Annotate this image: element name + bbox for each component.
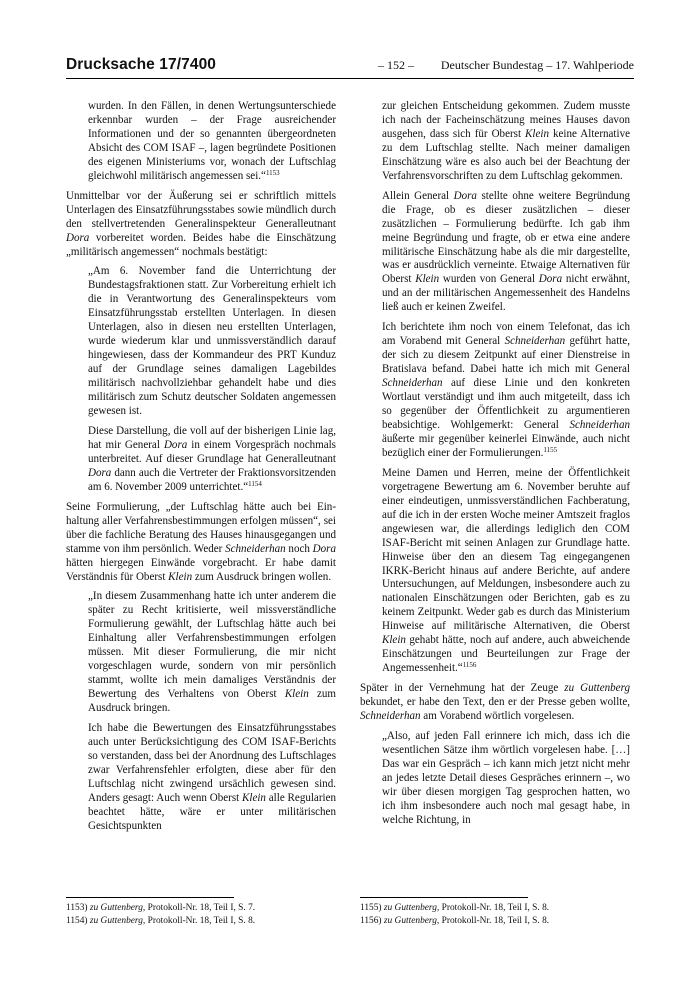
footnote: 1154) zu Guttenberg, Protokoll-Nr. 18, Teil I, S. 8. (66, 915, 256, 926)
page-header (66, 56, 634, 79)
footnotes-right (360, 902, 630, 927)
body-paragraph: Unmittelbar vor der Äußerung sei er schriftlich mittels Unterlagen des Einsatzführungsstabes sowie mündlich durch den stellvertretenden Generalinspekteur Generalleutnant Dora vorbereitet worden. Beides habe die Einschätzung „militärisch angemessen“ nochmals bestätigt: (66, 189, 336, 258)
quote-paragraph: Ich habe die Bewertungen des Einsatzführungsstabes auch unter Berücksichtigung des COM ISAF-Berichts so verstanden, dass bei der Anordnung des Luftschlages zwar Verfahrensfehler erfolgten, diese aber für den Luftschlag nicht zwingend ursächlich gewesen sind. Anders gesagt: Auch wenn Oberst Klein alle Regularien beachtet hätte, wäre er unter militärischen Gesichtspunkten (88, 722, 337, 832)
footnote: 1156) zu Guttenberg, Protokoll-Nr. 18, Teil I, S. 8. (360, 915, 550, 926)
footnote-divider-right (360, 897, 528, 898)
body-paragraph: Seine Formulierung, „der Luftschlag hätte auch bei Einhaltung aller Verfahrensbestimmungen erfolgen müssen“, sei über die fachliche Beratung des Hauses hinausgegangen und stamme von ihm persönlich. Weder Schneiderhan noch Dora hätten hiergegen Einwände vorgebracht. Er habe damit Verständnis für Oberst Klein zum Ausdruck bringen wollen. (66, 500, 336, 583)
footnotes-left (66, 902, 336, 927)
quote-paragraph: „Am 6. November fand die Unterrichtung der Bundestagsfraktionen statt. Zur Vorbereitung erhielt ich die in Verantwortung des Generalinspekteurs vom Einsatzführungsstab erstellten Unterlagen. In diesen Unterlagen, also in diesen neu erstellten Unterlagen, wurde wiederum klar und unmissverständlich darauf hingewiesen, dass der Kommandeur des PRT Kunduz auf der Grundlage seines damaligen Lagebildes militärisch nachvollziehbar gehandelt habe und dies militärisch zum Schutz deutscher Soldaten angemessen gewesen ist. (88, 265, 336, 418)
quote-paragraph: Ich berichtete ihm noch von einem Telefonat, das ich am Vorabend mit General Schneiderhan geführt hatte, der sich zu diesem Zeitpunkt auf einer Dienstreise in Bratislava befand. Dabei hatte ich mich mit General Schneiderhan auf diese Linie und den konkreten Wortlaut verständigt und ihm auch mitgeteilt, dass ich so gegenüber der Öffentlichkeit zu argumentieren beabsichtige. Wohlgemerkt: General Schneiderhan äußerte mir gegenüber keinerlei Einwände, auch nicht bezüglich einer der Formulierungen.$^{1155}$ (382, 321, 631, 459)
footnote-divider-left (66, 897, 234, 898)
quote-paragraph: Meine Damen und Herren, meine der Öffentlichkeit vorgetragene Bewertung am 6. November beruhte auf einer eindeutigen, unmissverständlichen Fachberatung, auf die ich in der ersten Woche meiner Amtszeit fraglos angewiesen war, die allerdings lediglich den COM ISAF-Bericht mit seinen Anlagen zur Grundlage hatte. Hinweise über den an diesem Tag eingegangenen IKRK-Bericht hinaus auf andere Berichte, auf andere Untersuchungen, auf Meldungen, insbesondere auch zu nationalen Einschätzungen oder Berichten, gab es zu keinem Zeitpunkt. Weder gab es durch das Ministerium Hinweise auf militärische Alternativen, die Oberst Klein gehabt hätte, noch auf andere, auch abweichende Einschätzungen und Beurteilungen zur Frage der Angemessenheit.“$^{1156}$ (382, 466, 630, 675)
page-number: – 152 – (378, 58, 414, 72)
footnote: 1155) zu Guttenberg, Protokoll-Nr. 18, Teil I, S. 8. (360, 903, 550, 913)
body-paragraph: Später in der Vernehmung hat der Zeuge zu Guttenberg bekundet, er habe den Text, den er der Presse geben wollte, Schneiderhan am Vorabend wörtlich vorgelesen. (360, 682, 630, 723)
footnote: 1153) zu Guttenberg, Protokoll-Nr. 18, Teil I, S. 7. (66, 903, 256, 913)
right-text-column (360, 100, 630, 834)
publisher-label: Deutscher Bundestag – 17. Wahlperiode (440, 58, 634, 72)
left-text-column (66, 100, 336, 840)
quote-paragraph: Diese Darstellung, die voll auf der bisherigen Linie lag, hat mir General Dora in einem Vorgespräch nochmals unterbreitet. Auf dieser Grundlage hat Generalleutnant Dora dann auch die Vertreter der Fraktionsvorsitzenden am 6. November 2009 unterrichtet.“$^{1154}$ (88, 424, 336, 493)
quote-paragraph: „In diesem Zusammenhang hatte ich unter anderem die später zu Recht kritisierte, weil missverständliche Formulierung gewählt, der Luftschlag hätte auch bei Einhaltung aller Verfahrensbestimmungen erfolgen müssen. Mit dieser Formulierung, die mir nicht vorgeschlagen wurde, sondern von mir persönlich stammt, wollte ich mein damaliges Verständnis der Bewertung des Verhaltens von Oberst Klein zum Ausdruck bringen. (88, 590, 337, 715)
quote-paragraph: zur gleichen Entscheidung gekommen. Zudem musste ich nach der Facheinschätzung meines Hauses davon ausgehen, dass sich für Oberst Klein keine Alternative zu dem Luftschlag stellte. Nach meiner damaligen Einschätzung wäre es also auch bei der Beachtung der Verfahrensvorschriften zu dem Luftschlag gekommen. (382, 100, 630, 182)
quote-paragraph: wurden. In den Fällen, in denen Wertungsunterschiede erkennbar wurden – der Frage ausreichender Informationen und der so genannten übergeordneten Absicht des COM ISAF –, lagen begründete Positionen des eigenen Ministeriums vor, wonach der Luftschlag gleichwohl militärisch angemessen sei.“$^{1153}$ (88, 100, 336, 182)
quote-paragraph: Allein General Dora stellte ohne weitere Begründung die Frage, ob es dieser zusätzlichen – dieser zusätzlichen – Formulierung bedürfte. Ich gab ihm meine Begründung und fragte, ob er etwa eine andere militärische Einschätzung habe als die mir dargestellte, was er ausdrücklich verneinte. Etwaige Alternativen für Oberst Klein wurden von General Dora nicht erwähnt, und an der militärischen Angemessenheit des Handelns ließ auch er keinen Zweifel. (382, 189, 631, 314)
quote-paragraph: „Also, auf jeden Fall erinnere ich mich, dass ich die wesentlichen Sätze ihm wörtlich vorgelesen habe. […] Das war ein Gespräch – ich kann mich jetzt nicht mehr an jedes letzte Detail dieses Gespräches erinnern –, wo wir über diesen morgigen Tag gesprochen hatten, wo ich ihm insbesondere auch noch mal gesagt habe, in welche Richtung, in (382, 729, 630, 826)
document-number: Drucksache 17/7400 (66, 56, 217, 73)
